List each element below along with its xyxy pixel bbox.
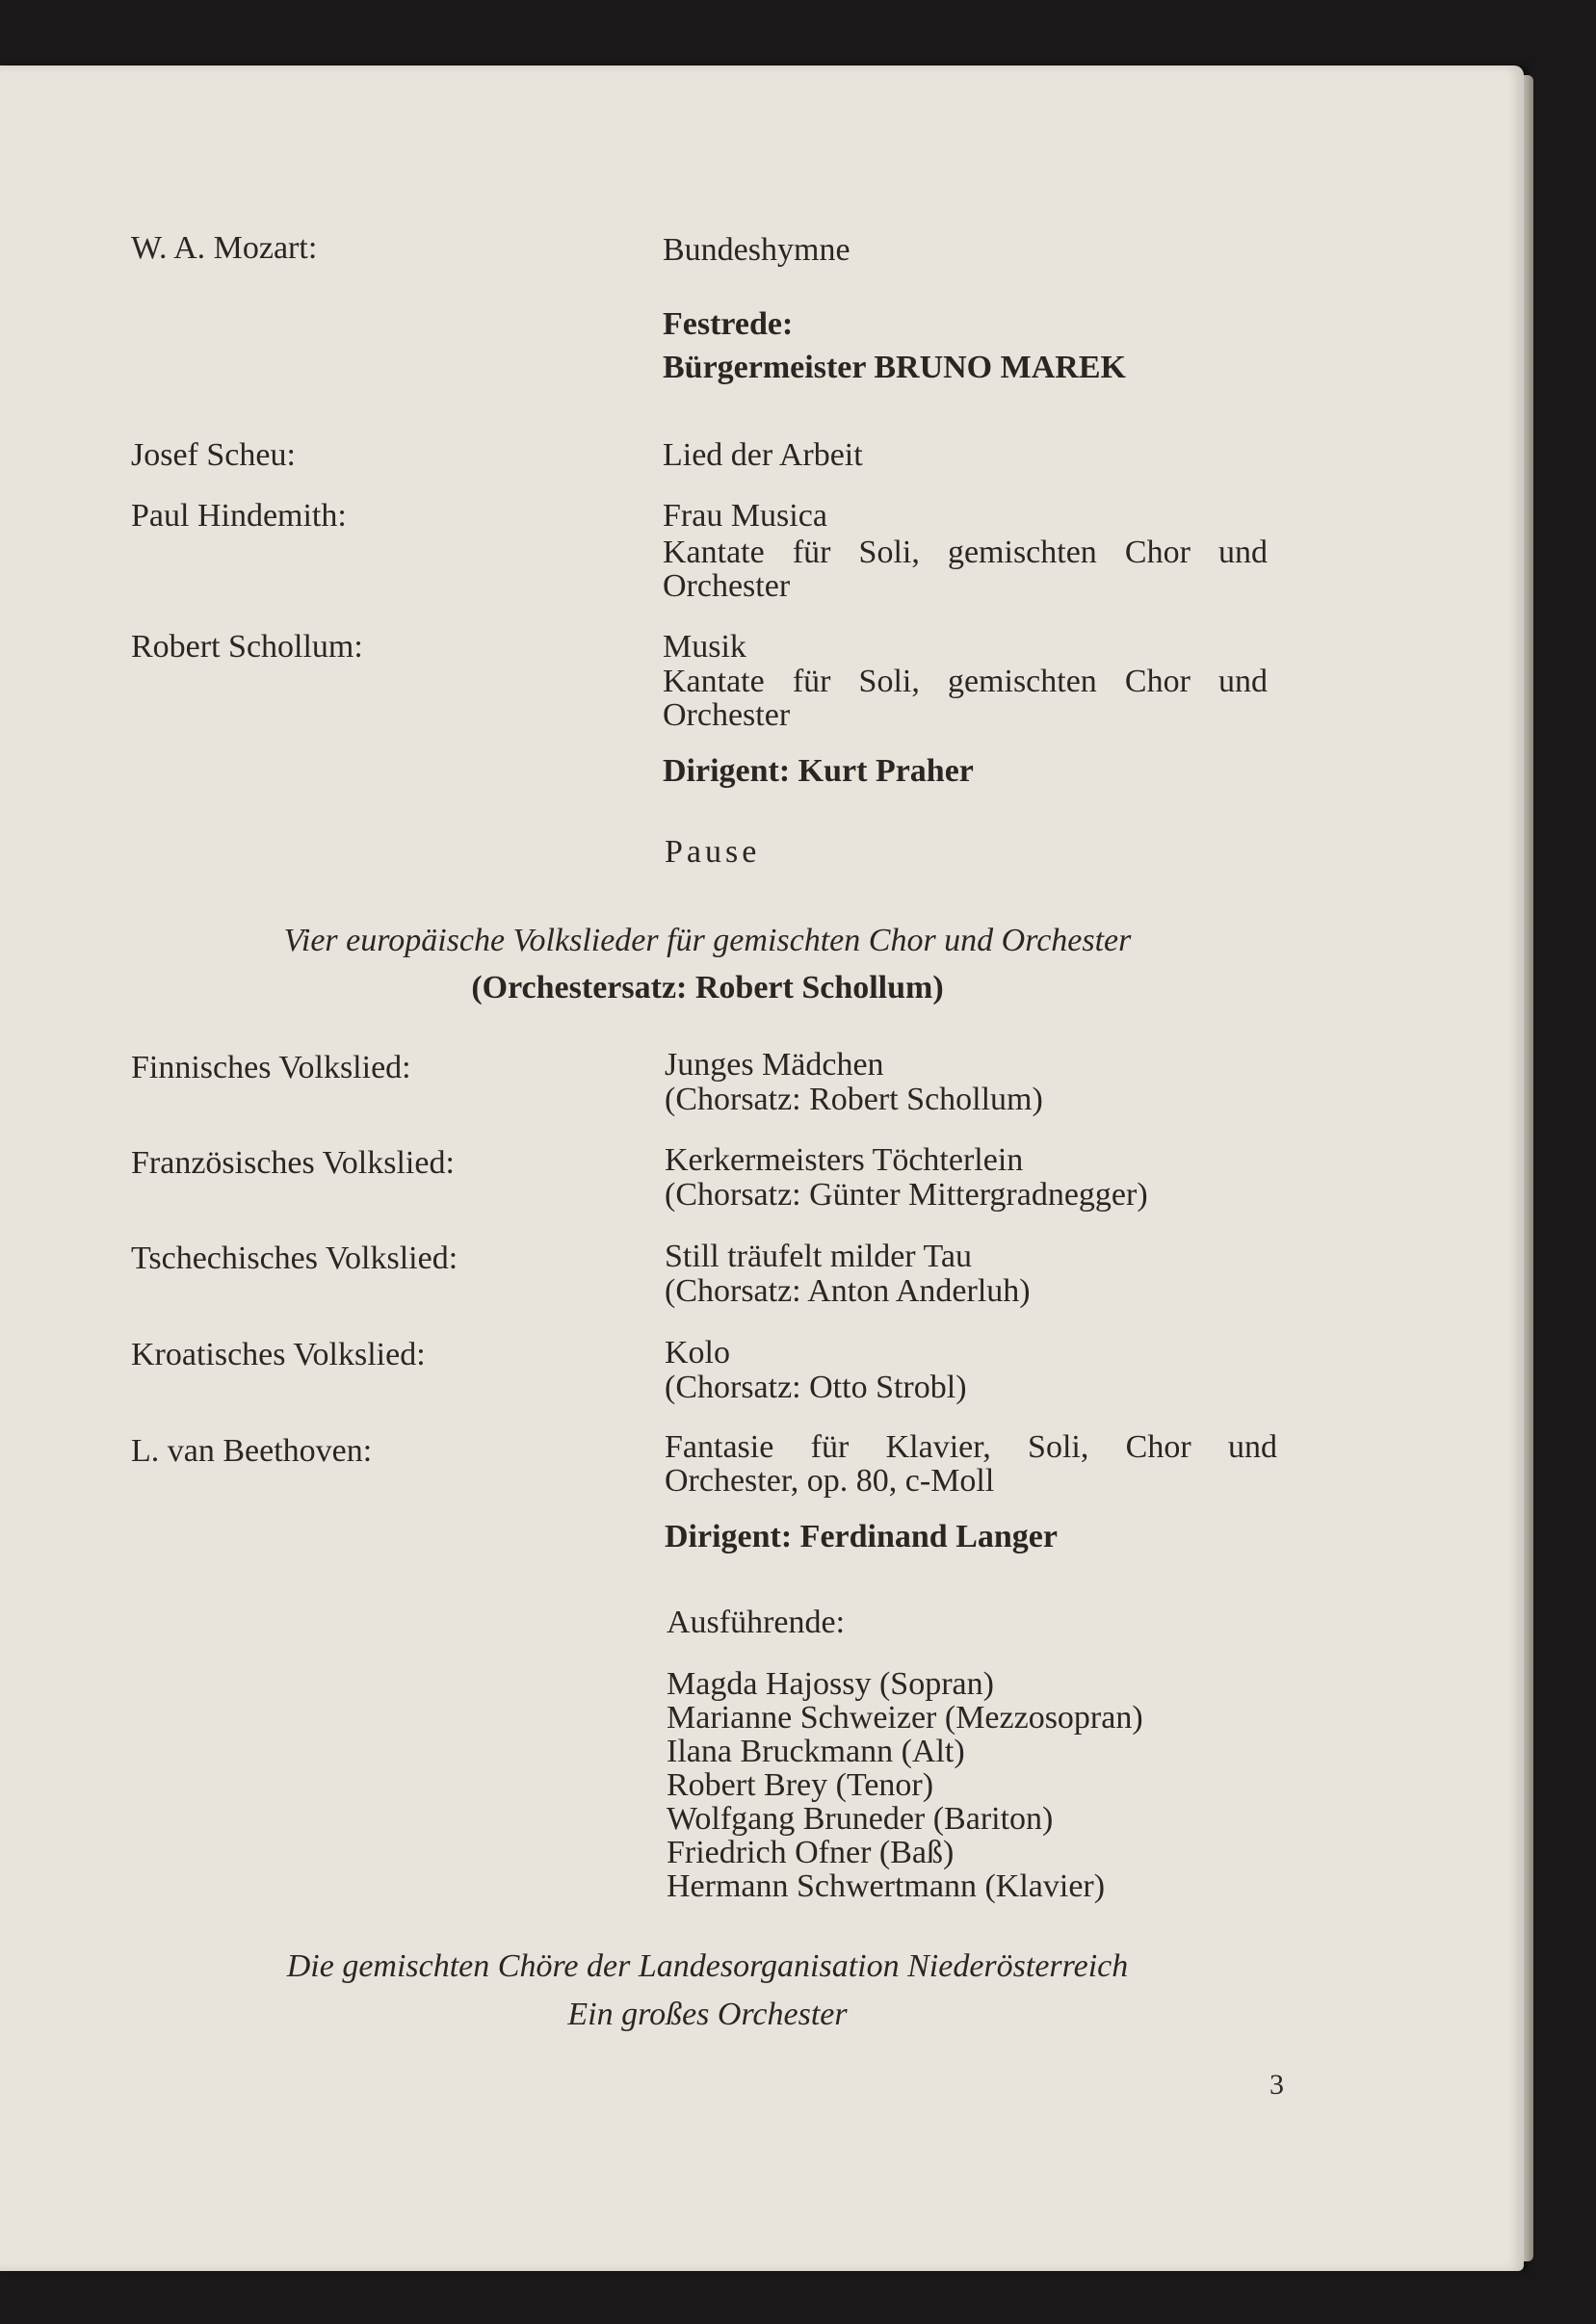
composer-beethoven: L. van Beethoven: <box>131 1433 373 1469</box>
chorsatz-franzoesisch: (Chorsatz: Günter Mittergradnegger) <box>665 1177 1148 1213</box>
performer: Magda Hajossy (Sopran) <box>667 1666 994 1702</box>
performer: Hermann Schwertmann (Klavier) <box>667 1868 1106 1904</box>
speech-label: Festrede: <box>663 306 794 342</box>
chorsatz-finnisch: (Chorsatz: Robert Schollum) <box>665 1082 1043 1117</box>
performer: Marianne Schweizer (Mezzosopran) <box>667 1700 1143 1736</box>
conductor-langer: Dirigent: Ferdinand Langer <box>665 1519 1058 1554</box>
origin-franzoesisch: Französisches Volkslied: <box>131 1145 455 1181</box>
title-still-traeufelt: Still träufelt milder Tau <box>665 1239 972 1274</box>
title-kolo: Kolo <box>665 1335 730 1371</box>
desc-schollum <box>663 665 1268 732</box>
desc-schollum-line2: Orchester <box>663 697 791 733</box>
composer-mozart: W. A. Mozart: <box>131 230 318 266</box>
origin-tschechisch: Tschechisches Volkslied: <box>131 1240 458 1276</box>
volkslieder-arrangement: (Orchestersatz: Robert Schollum) <box>471 970 944 1005</box>
performer: Wolfgang Bruneder (Bariton) <box>667 1801 1054 1837</box>
speech-speaker: Bürgermeister BRUNO MAREK <box>663 350 1126 385</box>
origin-finnisch: Finnisches Volkslied: <box>131 1050 411 1085</box>
composer-hindemith: Paul Hindemith: <box>131 498 347 534</box>
chorsatz-tschechisch: (Chorsatz: Anton Anderluh) <box>665 1273 1031 1309</box>
origin-kroatisch: Kroatisches Volkslied: <box>131 1337 426 1372</box>
volkslieder-heading: Vier europäische Volkslieder für gemischten Chor und Orchester <box>283 923 1132 958</box>
conductor-praher: Dirigent: Kurt Praher <box>663 753 974 789</box>
title-kerkermeisters: Kerkermeisters Töchterlein <box>665 1142 1024 1178</box>
chorsatz-kroatisch: (Chorsatz: Otto Strobl) <box>665 1370 967 1405</box>
desc-hindemith-line1: Kantate für Soli, gemischten Chor und <box>663 535 1268 570</box>
pause-label: Pause <box>665 834 761 870</box>
desc-schollum-line1: Kantate für Soli, gemischten Chor und <box>663 664 1268 699</box>
performer: Robert Brey (Tenor) <box>667 1767 934 1803</box>
performer: Friedrich Ofner (Baß) <box>667 1835 955 1870</box>
title-frau-musica: Frau Musica <box>663 498 827 534</box>
composer-scheu: Josef Scheu: <box>131 437 296 473</box>
performer: Ilana Bruckmann (Alt) <box>667 1734 965 1769</box>
desc-hindemith <box>663 535 1268 603</box>
page-edge <box>1524 75 1533 2261</box>
title-junges-maedchen: Junges Mädchen <box>665 1047 884 1083</box>
closing-line1: Die gemischten Chöre der Landesorganisation Niederösterreich <box>286 1948 1129 1984</box>
performers-label: Ausführende: <box>667 1605 846 1640</box>
title-fantasie-line2: Orchester, op. 80, c-Moll <box>665 1463 995 1499</box>
composer-schollum: Robert Schollum: <box>131 629 363 665</box>
title-fantasie-line1: Fantasie für Klavier, Soli, Chor und <box>665 1429 1277 1465</box>
page-number: 3 <box>1269 2069 1284 2101</box>
title-musik: Musik <box>663 629 746 665</box>
title-bundeshymne: Bundeshymne <box>663 232 850 268</box>
title-lied-der-arbeit: Lied der Arbeit <box>663 437 863 473</box>
title-fantasie <box>665 1430 1277 1498</box>
desc-hindemith-line2: Orchester <box>663 568 791 604</box>
closing-line2: Ein großes Orchester <box>567 1997 848 2032</box>
